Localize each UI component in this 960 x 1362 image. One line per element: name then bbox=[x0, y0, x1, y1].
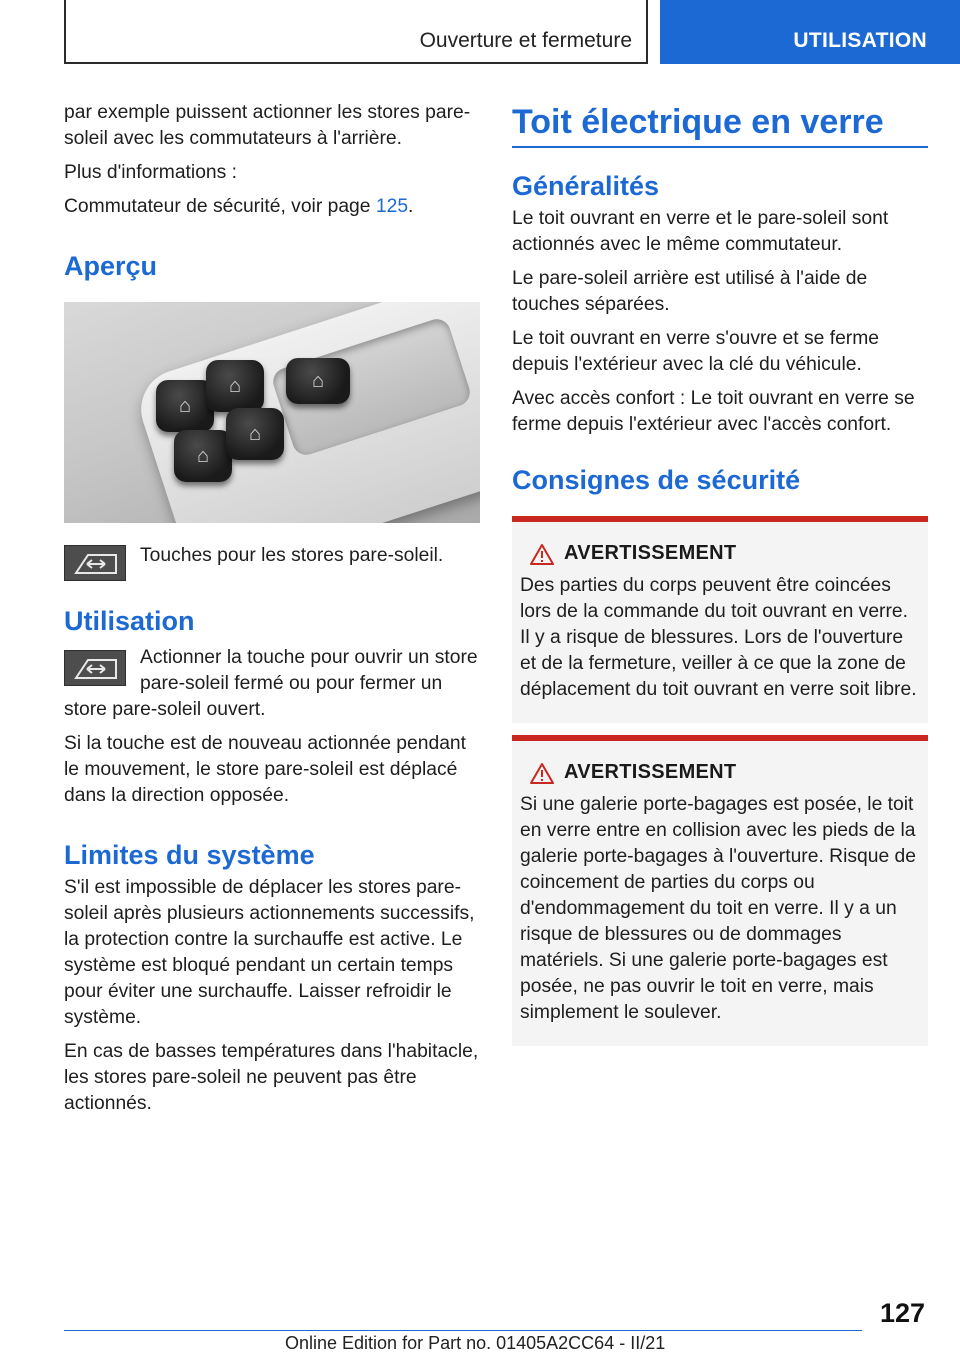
sunshade-switch-photo bbox=[64, 302, 480, 523]
limites-heading: Limites du système bbox=[64, 840, 315, 870]
warning-text: Si une galerie porte-bagages est posée, le toit en verre entre en collision avec les pieds de la galerie porte-bagages à l'ouverture. Risque de coincement de parties du corps ou d'endommagement du toit en verre. Il y a un risque de blessures ou de dommages matériels. Si une galerie porte-bagages est posée, ne pas ouvrir le toit en verre, mais simplement le soulever. bbox=[520, 794, 916, 1023]
cross-reference-text: Commutateur de sécurité, voir page bbox=[64, 196, 376, 217]
cross-reference-end: . bbox=[408, 196, 414, 217]
header-chapter: Ouverture et fermeture bbox=[419, 29, 632, 52]
switch-key-icon: ⌂ bbox=[206, 360, 264, 412]
cross-reference bbox=[64, 194, 480, 220]
header-section-tab bbox=[660, 0, 960, 64]
switch-key-icon: ⌂ bbox=[286, 358, 350, 404]
warning-box bbox=[512, 516, 928, 723]
main-section-title: Toit électrique en verre bbox=[512, 103, 884, 141]
sunshade-button-icon bbox=[64, 545, 126, 581]
generalites-paragraph-2: Le pare-soleil arrière est utilisé à l'aide de touches séparées. bbox=[512, 268, 868, 315]
warning-header bbox=[530, 761, 920, 784]
intro-paragraph: par exemple puissent actionner les stores pare-soleil avec les commutateurs à l'arrière. bbox=[64, 102, 471, 149]
consignes-heading: Consignes de sécurité bbox=[512, 465, 801, 495]
warning-label: AVERTISSEMENT bbox=[564, 542, 737, 564]
photo-caption: Touches pour les stores pare-soleil. bbox=[140, 545, 444, 566]
generalites-paragraph-4: Avec accès confort : Le toit ouvrant en verre se ferme depuis l'extérieur avec l'accès confort. bbox=[512, 388, 915, 435]
warning-label: AVERTISSEMENT bbox=[564, 761, 737, 783]
title-rule bbox=[512, 146, 928, 148]
more-info-label: Plus d'informations : bbox=[64, 162, 238, 183]
warning-text: Des parties du corps peuvent être coincées lors de la commande du toit ouvrant en verre. Il y a risque de blessures. Lors de l'ouverture et de la fermeture, veiller à ce que la zone de déplacement du toit ouvrant en verre soit libre. bbox=[520, 575, 917, 700]
utilisation-block bbox=[64, 645, 480, 723]
warning-header bbox=[530, 542, 920, 565]
limites-paragraph-1: S'il est impossible de déplacer les stores pare-soleil après plusieurs actionnements successifs, la protection contre la surchauffe est active. Le système est bloqué pendant un certain temps pour éviter une surchauffe. Laisser refroidir le système. bbox=[64, 877, 475, 1028]
generalites-paragraph-1: Le toit ouvrant en verre et le pare-soleil sont actionnés avec le même commutateur. bbox=[512, 208, 889, 255]
header-section: UTILISATION bbox=[793, 29, 927, 52]
page-link[interactable]: 125 bbox=[375, 196, 409, 217]
utilisation-paragraph-2: Si la touche est de nouveau actionnée pendant le mouvement, le store pare-soleil est déplacé dans la direction opposée. bbox=[64, 733, 467, 806]
switch-key-icon: ⌂ bbox=[226, 408, 284, 460]
generalites-paragraph-3: Le toit ouvrant en verre s'ouvre et se ferme depuis l'extérieur avec la clé du véhicule. bbox=[512, 328, 879, 375]
left-column bbox=[64, 100, 480, 1125]
caption-row bbox=[64, 545, 480, 581]
warning-box bbox=[512, 735, 928, 1046]
generalites-heading: Généralités bbox=[512, 171, 660, 201]
warning-triangle-icon bbox=[530, 762, 554, 784]
limites-paragraph-2: En cas de basses températures dans l'habitacle, les stores pare-soleil ne peuvent pas être actionnés. bbox=[64, 1041, 479, 1114]
footer-edition: Online Edition for Part no. 01405A2CC64 - II/21 bbox=[285, 1333, 666, 1353]
apercu-heading: Aperçu bbox=[64, 251, 158, 281]
utilisation-paragraph-1 bbox=[64, 645, 480, 723]
footer-rule bbox=[64, 1330, 862, 1331]
sunshade-button-icon bbox=[64, 650, 126, 686]
utilisation-heading: Utilisation bbox=[64, 606, 195, 636]
header-chapter-box bbox=[64, 0, 648, 64]
utilisation-text: Actionner la touche pour ouvrir un store pare-soleil fermé ou pour fermer un store pare-soleil ouvert. bbox=[64, 647, 478, 720]
warning-triangle-icon bbox=[530, 543, 554, 565]
switch-key-icon: ⌂ bbox=[174, 430, 232, 482]
right-column bbox=[512, 100, 928, 1046]
switch-key-icon: ⌂ bbox=[156, 380, 214, 432]
page-number: 127 bbox=[879, 1298, 925, 1328]
